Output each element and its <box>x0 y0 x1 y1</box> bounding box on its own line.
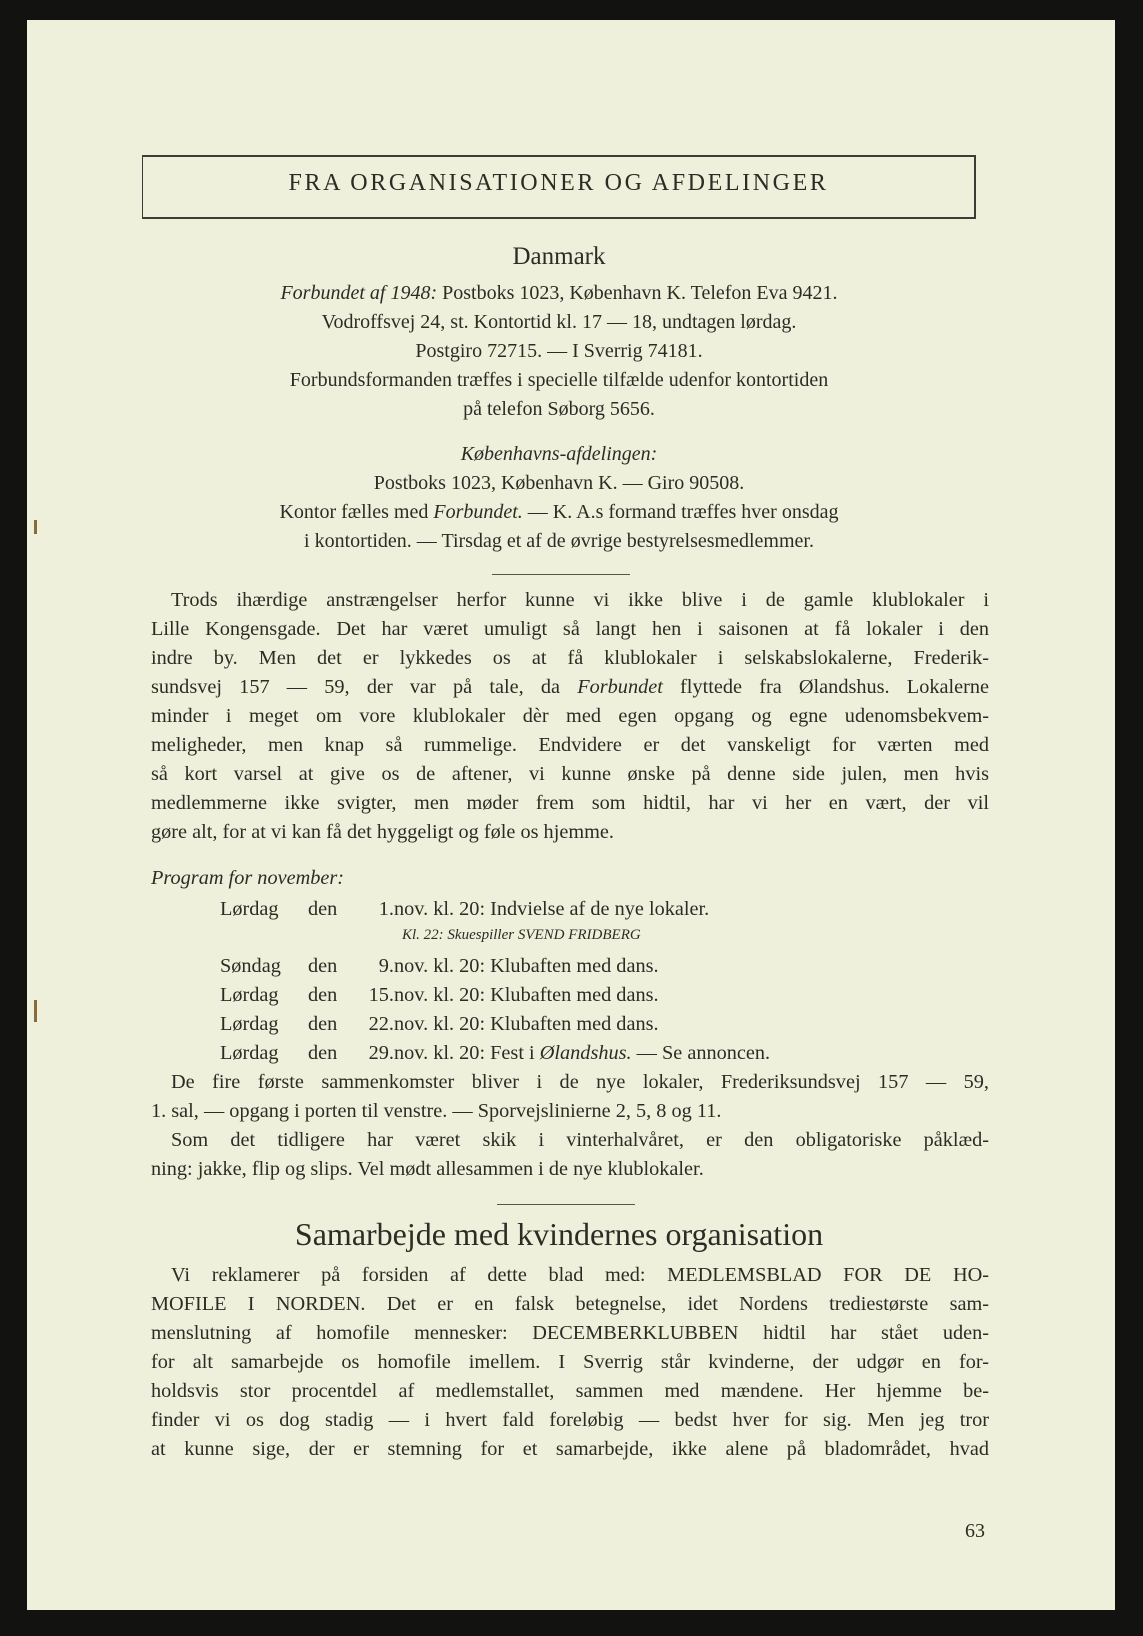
article2-line-7: at kunne sige, der er stemning for et samarbejde, ikke alene på bladområdet, hvad <box>151 1438 989 1460</box>
divider-rule <box>497 1204 635 1205</box>
program-date: 9. <box>378 955 394 977</box>
text-run: — K. A.s formand træffes hver onsdag <box>522 501 839 523</box>
article1-line-9: gøre alt, for at vi kan få det hyggeligt og føle os hjemme. <box>151 821 614 843</box>
kobenhavn-heading: Københavns-afdelingen: <box>460 443 658 465</box>
forbundet-line-3: Postgiro 72715. — I Sverrig 74181. <box>415 340 703 362</box>
forbundet-line-1 <box>142 281 976 305</box>
program-desc: nov. kl. 20: Klubaften med dans. <box>394 955 659 977</box>
text-run-italic: Forbundet. <box>433 501 523 523</box>
kobenhavn-line-3: i kontortiden. — Tirsdag et af de øvrige bestyrelsesmedlemmer. <box>304 530 814 552</box>
text-run-italic: Ølandshus. <box>539 1042 632 1064</box>
kobenhavn-line-2 <box>142 500 976 524</box>
article1-line-6: meligheder, men knap så rummelige. Endvidere er det vanskeligt for værten med <box>151 734 989 756</box>
article1-line-7: så kort varsel at give os de aftener, vi kunne ønske på denne side julen, men hvis <box>151 763 989 785</box>
program-item <box>220 1041 770 1065</box>
program-item <box>220 954 659 978</box>
program-date: 15. <box>368 984 394 1006</box>
article2-heading: Samarbejde med kvindernes organisation <box>294 1216 824 1252</box>
section-header-box <box>142 155 976 219</box>
program-day: Lørdag <box>220 984 279 1006</box>
program-heading: Program for november: <box>151 867 345 889</box>
program-desc: nov. kl. 20: Klubaften med dans. <box>394 1013 659 1035</box>
program-den: den <box>308 898 338 920</box>
kobenhavn-line-1: Postboks 1023, København K. — Giro 90508. <box>373 472 745 494</box>
article1-line-1: Trods ihærdige anstrængelser herfor kunne vi ikke blive i de gamle klublokaler i <box>171 589 989 611</box>
program-item <box>220 983 659 1007</box>
program-item <box>220 897 709 921</box>
program-desc: nov. kl. 20: Indvielse af de nye lokaler. <box>394 898 710 920</box>
article1-line-2: Lille Kongensgade. Det har været umuligt så langt hen i saisonen at få lokaler i den <box>151 618 989 640</box>
program-item <box>220 1012 659 1036</box>
program-den: den <box>308 1013 338 1035</box>
article1-line-8: medlemmerne ikke svigter, men møder frem som hidtil, har vi her en vært, der vil <box>151 792 989 814</box>
program-after-line-1: De fire første sammenkomster bliver i de nye lokaler, Frederiksundsvej 157 — 59, <box>171 1071 989 1093</box>
article2-line-3: menslutning af homofile mennesker: DECEMBERKLUBBEN hidtil har stået uden- <box>151 1322 989 1344</box>
divider-rule <box>492 574 630 575</box>
text-run: — Se annoncen. <box>631 1042 771 1064</box>
article2-line-2: MOFILE I NORDEN. Det er en falsk betegnelse, idet Nordens trediestørste sam- <box>151 1293 989 1315</box>
article2-line-1: Vi reklamerer på forsiden af dette blad med: MEDLEMSBLAD FOR DE HO- <box>171 1264 989 1286</box>
forbundet-line-2: Vodroffsvej 24, st. Kontortid kl. 17 — 18, undtagen lørdag. <box>321 311 797 333</box>
forbundet-address: Postboks 1023, København K. Telefon Eva 9421. <box>437 282 838 304</box>
program-desc <box>394 1041 770 1065</box>
program-date: 1. <box>378 898 394 920</box>
article1-line-5: minder i meget om vore klublokaler dèr med egen opgang og egne udenomsbekvem- <box>151 705 989 727</box>
text-run: flyttede fra Ølandshus. Lokalerne <box>662 676 990 698</box>
program-desc: nov. kl. 20: Klubaften med dans. <box>394 984 659 1006</box>
forbundet-line-5: på telefon Søborg 5656. <box>463 398 655 420</box>
country-heading: Danmark <box>512 243 606 270</box>
forbundet-line-4: Forbundsformanden træffes i specielle tilfælde udenfor kontortiden <box>289 369 829 391</box>
program-day: Lørdag <box>220 1042 279 1064</box>
program-den: den <box>308 955 338 977</box>
program-day: Lørdag <box>220 1013 279 1035</box>
program-after-line-2: 1. sal, — opgang i porten til venstre. — Sporvejslinierne 2, 5, 8 og 11. <box>151 1100 722 1122</box>
text-run: Kontor fælles med <box>279 501 434 523</box>
article2-line-6: finder vi os dog stadig — i hvert fald foreløbig — bedst hver for sig. Men jeg tror <box>151 1409 989 1431</box>
program-after-line-4: ning: jakke, flip og slips. Vel mødt allesammen i de nye klublokaler. <box>151 1158 704 1180</box>
article2-line-5: holdsvis stor procentdel af medlemstallet, sammen med mændene. Her hjemme be- <box>151 1380 989 1402</box>
text-run: sundsvej 157 — 59, der var på tale, da <box>151 676 578 698</box>
program-den: den <box>308 984 338 1006</box>
program-day: Søndag <box>220 955 281 977</box>
section-header-title: FRA ORGANISATIONER OG AFDELINGER <box>288 170 829 196</box>
program-day: Lørdag <box>220 898 279 920</box>
article2-line-4: for alt samarbejde os homofile imellem. I Sverrig står kvinderne, der udgør en for- <box>151 1351 989 1373</box>
program-subnote: Kl. 22: Skuespiller SVEND FRIDBERG <box>402 927 641 943</box>
forbundet-label: Forbundet af 1948: <box>280 282 438 304</box>
scan-mark <box>34 520 37 534</box>
program-date: 29. <box>368 1042 394 1064</box>
text-run: nov. kl. 20: Fest i <box>394 1042 540 1064</box>
article1-line-3: indre by. Men det er lykkedes os at få klublokaler i selskabslokalerne, Frederik- <box>151 647 989 669</box>
scan-mark <box>34 1000 37 1022</box>
article1-line-4 <box>151 675 989 699</box>
program-after-line-3: Som det tidligere har været skik i vinterhalvåret, er den obligatoriske påklæd- <box>171 1129 989 1151</box>
page-number: 63 <box>965 1520 985 1542</box>
text-run-italic: Forbundet <box>577 676 663 698</box>
program-den: den <box>308 1042 338 1064</box>
program-date: 22. <box>368 1013 394 1035</box>
